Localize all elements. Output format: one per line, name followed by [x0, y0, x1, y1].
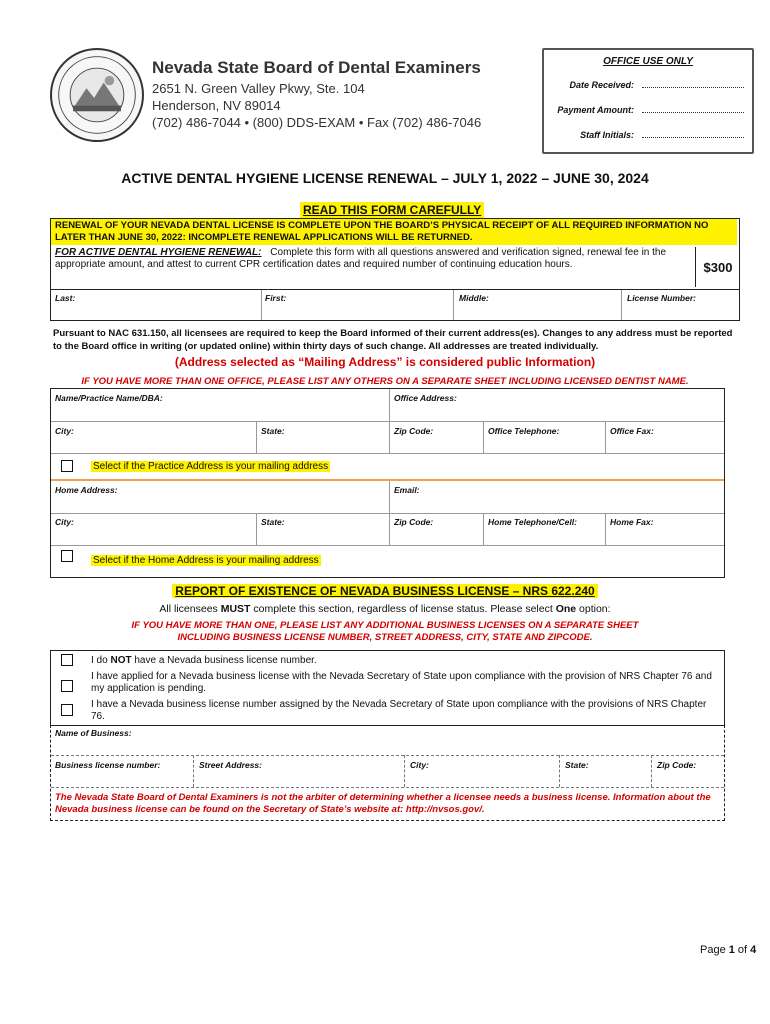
- home-mailing-checkbox[interactable]: [61, 550, 73, 562]
- renewal-text: Complete this form with all questions answered and verification signed, renewal fee in the appropriate amount, and attest to current CPR certification dates and required number of continuing education hours.: [55, 247, 667, 270]
- renewal-notice: RENEWAL OF YOUR NEVADA DENTAL LICENSE IS COMPLETE UPON THE BOARD’S PHYSICAL RECEIPT OF ALL REQUIRED INFORMATION NO LATER THAN JUNE 30, 2022: INCOMPLETE RENEWAL APPLICATIONS WILL BE RETURNED.: [51, 219, 737, 245]
- renewal-instructions: [55, 247, 695, 271]
- office-telephone-label: Office Telephone:: [488, 426, 560, 436]
- payment-amount-label: Payment Amount:: [557, 105, 634, 115]
- seal-icon: [52, 50, 142, 140]
- home-city-label: City:: [55, 517, 74, 527]
- business-city-label: City:: [410, 760, 429, 770]
- org-contact: (702) 486-7044 • (800) DDS-EXAM • Fax (702) 486-7046: [152, 115, 482, 130]
- no-business-license-checkbox[interactable]: [61, 654, 73, 666]
- office-use-box: [542, 48, 754, 154]
- business-options: [50, 650, 725, 726]
- practice-mailing-label: Select if the Practice Address is your mailing address: [93, 461, 329, 472]
- home-state-label: State:: [261, 517, 285, 527]
- state-seal: [50, 48, 144, 142]
- home-address-label: Home Address:: [55, 485, 118, 495]
- option-no-license: I do NOT have a Nevada business license number.: [91, 655, 317, 666]
- address-box: [50, 388, 725, 578]
- home-zip-label: Zip Code:: [394, 517, 434, 527]
- business-street-label: Street Address:: [199, 760, 262, 770]
- business-instruction: All licensees MUST complete this section, regardless of license status. Please select One option:: [159, 603, 611, 615]
- office-fax-label: Office Fax:: [610, 426, 654, 436]
- payment-amount-field[interactable]: [642, 112, 744, 113]
- business-state-label: State:: [565, 760, 589, 770]
- business-license-number-label: Business license number:: [55, 760, 161, 770]
- form-title: ACTIVE DENTAL HYGIENE LICENSE RENEWAL – JULY 1, 2022 – JUNE 30, 2024: [121, 170, 649, 186]
- name-fields-row: [50, 289, 740, 321]
- business-footnote: The Nevada State Board of Dental Examiners is not the arbiter of determining whether a licensee needs a business license. Information about the Nevada business license can be found on the Secretary of State’s website at: http://nvsos.gov/.: [55, 792, 711, 815]
- renewal-box: [50, 218, 740, 290]
- office-use-title: OFFICE USE ONLY: [603, 56, 693, 67]
- business-multi-notice: IF YOU HAVE MORE THAN ONE, PLEASE LIST ANY ADDITIONAL BUSINESS LICENSES ON A SEPARATE SHEET INCLUDING BUSINESS LICENSE NUMBER, STREET ADDRESS, CITY, STATE AND ZIPCODE.: [131, 620, 639, 643]
- address-public-notice: (Address selected as “Mailing Address” is considered public Information): [174, 355, 596, 369]
- middle-name-label: Middle:: [459, 293, 489, 303]
- business-details-box: [50, 725, 725, 821]
- org-address-line2: Henderson, NV 89014: [152, 98, 281, 113]
- date-received-field[interactable]: [642, 87, 744, 88]
- staff-initials-field[interactable]: [642, 137, 744, 138]
- office-zip-label: Zip Code:: [394, 426, 434, 436]
- last-name-label: Last:: [55, 293, 76, 303]
- license-number-label: License Number:: [627, 293, 696, 303]
- license-applied-checkbox[interactable]: [61, 680, 73, 692]
- business-zip-label: Zip Code:: [657, 760, 697, 770]
- option-assigned: I have a Nevada business license number assigned by the Nevada Secretary of State upon compliance with the provisions of NRS Chapter 76.: [91, 699, 707, 722]
- office-state-label: State:: [261, 426, 285, 436]
- practice-mailing-checkbox[interactable]: [61, 460, 73, 472]
- renewal-label: FOR ACTIVE DENTAL HYGIENE RENEWAL:: [55, 247, 262, 258]
- business-section-title: REPORT OF EXISTENCE OF NEVADA BUSINESS LICENSE – NRS 622.240: [0, 582, 770, 600]
- home-mailing-label: Select if the Home Address is your mailing address: [93, 555, 319, 566]
- org-address-line1: 2651 N. Green Valley Pkwy, Ste. 104: [152, 81, 365, 96]
- read-notice: READ THIS FORM CAREFULLY: [300, 202, 484, 218]
- page-number: Page 1 of 4: [700, 944, 757, 956]
- org-name: Nevada State Board of Dental Examiners: [152, 58, 481, 77]
- date-received-label: Date Received:: [569, 80, 634, 90]
- option-applied: I have applied for a Nevada business license with the Nevada Secretary of State upon compliance with the provision of NRS Chapter 76 and my application is pending.: [91, 671, 712, 694]
- office-address-label: Office Address:: [394, 393, 457, 403]
- email-label: Email:: [394, 485, 420, 495]
- license-assigned-checkbox[interactable]: [61, 704, 73, 716]
- name-of-business-label: Name of Business:: [55, 728, 132, 738]
- first-name-label: First:: [265, 293, 287, 303]
- home-fax-label: Home Fax:: [610, 517, 654, 527]
- office-city-label: City:: [55, 426, 74, 436]
- nac-paragraph: Pursuant to NAC 631.150, all licensees are required to keep the Board informed of their current address(es). Changes to any address must be reported to the Board office in writing (or updated online) within thirty days of such change. All addresses are treated individually.: [53, 328, 733, 352]
- multi-office-notice: IF YOU HAVE MORE THAN ONE OFFICE, PLEASE LIST ANY OTHERS ON A SEPARATE SHEET INCLUDING LICENSED DENTIST NAME.: [81, 376, 689, 387]
- home-telephone-label: Home Telephone/Cell:: [488, 517, 577, 527]
- staff-initials-label: Staff Initials:: [580, 130, 634, 140]
- practice-name-label: Name/Practice Name/DBA:: [55, 393, 163, 403]
- renewal-fee: $300: [695, 247, 740, 287]
